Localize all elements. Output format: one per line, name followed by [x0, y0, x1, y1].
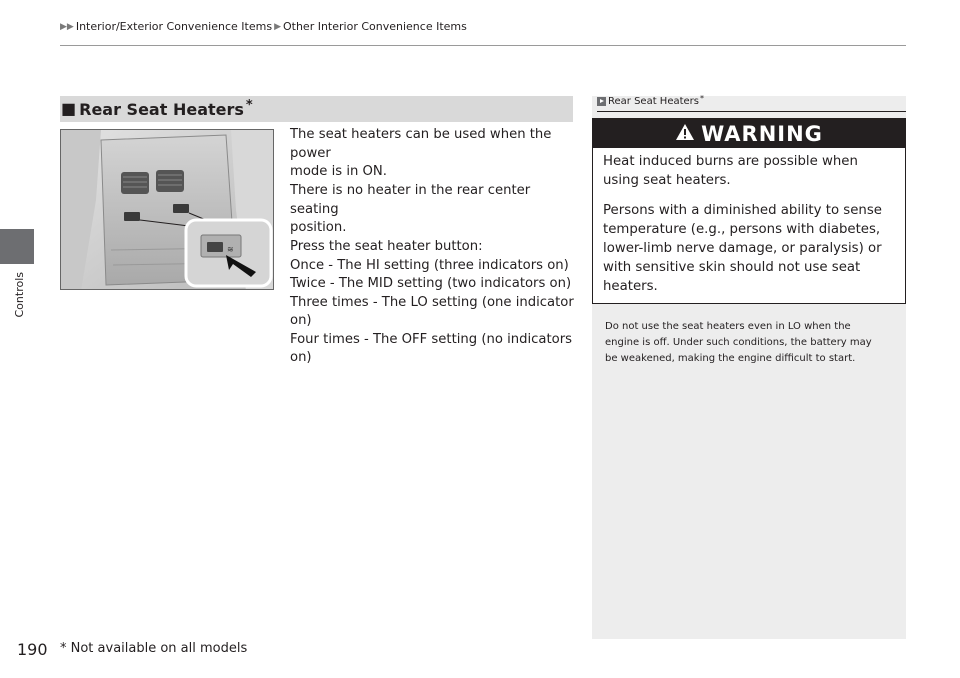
body-line: The seat heaters can be used when the power [290, 127, 552, 161]
warning-paragraph [603, 152, 897, 190]
note-line: be weakened, making the engine difficult to start. [605, 353, 856, 364]
warning-triangle-icon [675, 123, 695, 145]
sidebar-note-title: Rear Seat Heaters [608, 96, 699, 107]
seat-heater-photo [60, 129, 274, 290]
warning-paragraph [603, 201, 897, 296]
chapter-tab[interactable] [0, 229, 34, 264]
section-marker-icon: ■ [61, 99, 77, 118]
breadcrumb-arrow-icon: ▶▶ [60, 21, 74, 32]
page-number: 190 [17, 640, 48, 659]
warning-line: with sensitive skin should not use seat [603, 260, 861, 275]
sidebar-footnote-marker: * [700, 94, 704, 103]
seat-heater-illustration [61, 130, 274, 290]
body-paragraph [290, 126, 580, 182]
warning-line: using seat heaters. [603, 173, 731, 188]
body-line: Three times - The LO setting (one indicator on) [290, 294, 574, 328]
chapter-tab-label: Controls [13, 272, 26, 318]
warning-line: Heat induced burns are possible when [603, 154, 858, 169]
breadcrumb-item[interactable]: Interior/Exterior Convenience Items [75, 20, 273, 33]
sidebar-note-divider [597, 111, 906, 112]
body-line: There is no heater in the rear center seating [290, 183, 531, 217]
warning-line: heaters. [603, 279, 658, 294]
note-line: Do not use the seat heaters even in LO when the [605, 321, 851, 332]
reference-arrow-icon [597, 97, 606, 106]
body-line: Twice - The MID setting (two indicators on) [290, 276, 572, 291]
warning-box [592, 118, 906, 304]
body-line: mode is in ON. [290, 164, 387, 179]
section-title: Rear Seat Heaters [79, 99, 244, 119]
note-line: engine is off. Under such conditions, the battery may [605, 337, 872, 348]
section-header [60, 96, 573, 122]
warning-header [593, 119, 905, 148]
breadcrumb-item[interactable]: Other Interior Convenience Items [282, 20, 467, 33]
breadcrumb [60, 20, 467, 33]
body-line: Four times - The OFF setting (no indicators on) [290, 331, 573, 365]
breadcrumb-arrow-icon: ▶ [274, 21, 281, 32]
warning-line: temperature (e.g., persons with diabetes, [603, 222, 881, 237]
footnote: * Not available on all models [60, 641, 248, 656]
body-paragraph [290, 182, 580, 238]
section-footnote-marker: * [245, 97, 253, 113]
warning-line: Persons with a diminished ability to sense [603, 203, 882, 218]
svg-text:≋: ≋ [227, 245, 234, 254]
body-paragraph [290, 238, 580, 368]
caution-note [605, 319, 901, 367]
sidebar-note-header [597, 96, 704, 107]
warning-line: lower-limb nerve damage, or paralysis) or [603, 241, 882, 256]
body-line: position. [290, 220, 347, 235]
warning-title: WARNING [701, 121, 823, 146]
breadcrumb-divider [60, 45, 906, 46]
body-line: Once - The HI setting (three indicators on) [290, 257, 569, 273]
body-line: Press the seat heater button: [290, 239, 483, 254]
